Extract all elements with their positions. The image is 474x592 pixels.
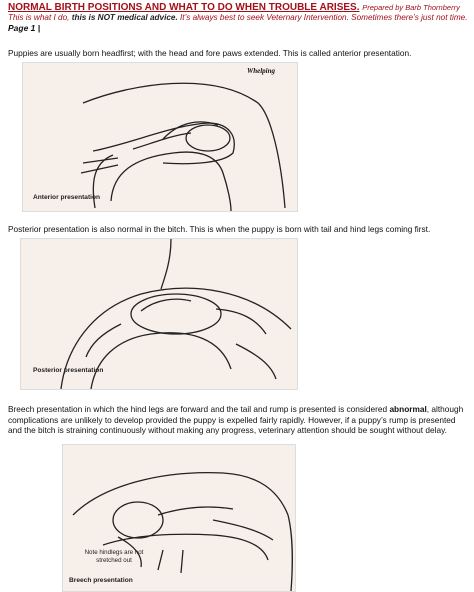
author-credit: Prepared by Barb Thornberry <box>362 3 460 12</box>
paragraph-anterior: Puppies are usually born headfirst; with the head and fore paws extended. This is called anterior presentation. <box>8 48 412 58</box>
page-number: Page 1 | <box>8 23 41 33</box>
disclaimer-end: It’s always best to seek Veternary Intervention. Sometimes there’s just not time. <box>180 13 468 22</box>
caption-anterior: Anterior presentation <box>33 194 101 201</box>
document-header <box>8 2 470 33</box>
disclaimer <box>8 13 470 23</box>
breech-text-start: Breech presentation in which the hind legs are forward and the tail and rump is presented is considered <box>8 404 388 414</box>
figure-anterior <box>22 62 298 212</box>
breech-text-end: , although complications are unlikely to develop provided the puppy is expelled fairly rapidly. However, if a puppy’s rump is presented and the bitch is straining continuously without making any progress, veterinary attention should be sought without delay. <box>8 404 464 435</box>
figure-title-whelping: Whelping <box>247 67 276 75</box>
breech-illustration <box>63 445 295 591</box>
paragraph-posterior: Posterior presentation is also normal in the bitch. This is when the puppy is born with tail and hind legs coming first. <box>8 224 431 234</box>
disclaimer-start: This is what I do, <box>8 13 70 22</box>
paragraph-breech <box>8 404 468 436</box>
breech-text-bold: abnormal <box>389 404 427 414</box>
document-title: NORMAL BIRTH POSITIONS AND WHAT TO DO WHEN TROUBLE ARISES. <box>8 2 360 13</box>
disclaimer-bold: this is NOT medical advice. <box>71 13 178 22</box>
title-line <box>8 2 470 13</box>
figure-posterior <box>20 238 298 390</box>
anterior-illustration <box>23 63 297 211</box>
figure-breech <box>62 444 296 592</box>
note-hindlegs: Note hindlegs are not stretched out <box>84 549 144 564</box>
caption-breech: Breech presentation <box>69 577 133 584</box>
caption-posterior: Posterior presentation <box>33 367 104 374</box>
